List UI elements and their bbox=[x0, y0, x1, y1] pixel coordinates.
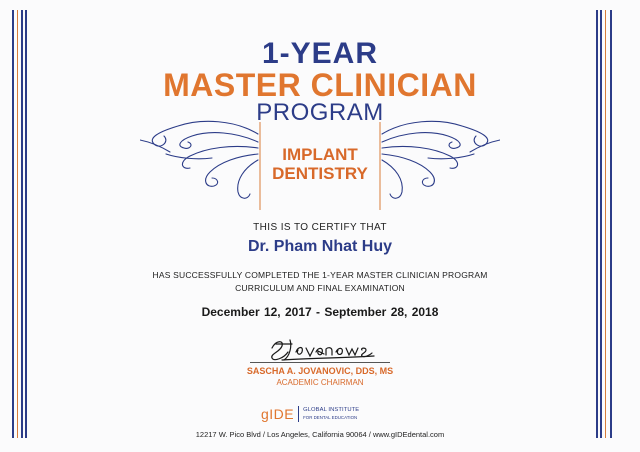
footer-address: 12217 W. Pico Blvd / Los Angeles, California 90064 / www.gIDEdental.com bbox=[195, 430, 445, 439]
gide-logo: gIDE bbox=[261, 406, 295, 422]
signature-line bbox=[250, 362, 390, 363]
institute-name bbox=[303, 407, 359, 421]
program-dates: December 12, 2017 - September 28, 2018 bbox=[201, 305, 439, 319]
institute-name-line1: GLOBAL INSTITUTE bbox=[303, 407, 360, 413]
logo-divider bbox=[298, 406, 299, 422]
institute-name-line2: FOR DENTAL EDUCATION bbox=[303, 415, 358, 420]
specialty-title: IMPLANT bbox=[282, 145, 358, 164]
specialty-subtitle: DENTISTRY bbox=[272, 164, 368, 183]
certify-statement: THIS IS TO CERTIFY THAT bbox=[253, 222, 387, 233]
recipient-name: Dr. Pham Nhat Huy bbox=[247, 238, 393, 255]
signatory-name: SASCHA A. JOVANOVIC, DDS, MS bbox=[246, 366, 394, 376]
title-program: PROGRAM bbox=[256, 99, 384, 126]
title-program-name: MASTER CLINICIAN bbox=[163, 67, 477, 103]
handwritten-signature bbox=[262, 334, 382, 364]
completion-statement: HAS SUCCESSFULLY COMPLETED THE 1-YEAR MASTER CLINICIAN PROGRAM bbox=[152, 270, 488, 280]
institute-logo bbox=[261, 404, 359, 424]
signatory-title: ACADEMIC CHAIRMAN bbox=[276, 378, 364, 387]
completion-statement-continued: CURRICULUM AND FINAL EXAMINATION bbox=[235, 283, 405, 293]
title-year: 1-YEAR bbox=[261, 37, 379, 70]
